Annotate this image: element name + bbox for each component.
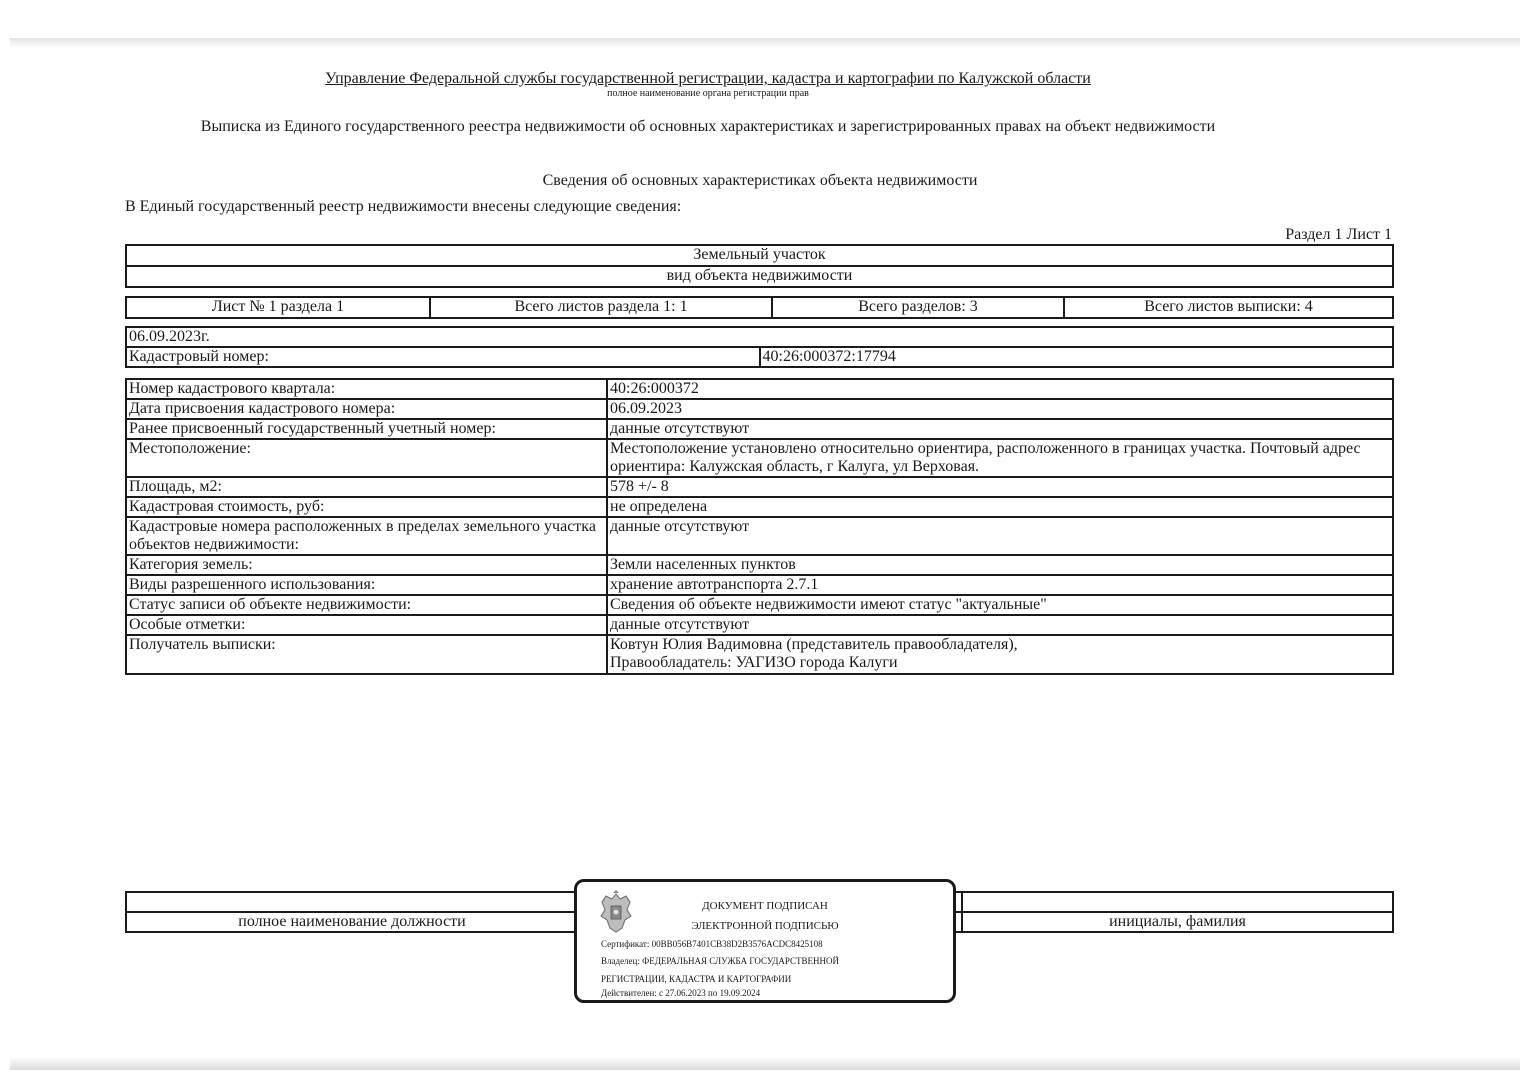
scan-shadow-top xyxy=(10,38,1520,48)
sheet-number: Лист № 1 раздела 1 xyxy=(126,297,430,318)
section-title: Сведения об основных характеристиках объекта недвижимости xyxy=(542,172,978,189)
table-row xyxy=(126,419,1393,439)
cadastral-number-label: Кадастровый номер: xyxy=(126,347,760,367)
row-value: данные отсутствуют xyxy=(607,419,1393,439)
object-type: Земельный участок xyxy=(126,245,1393,266)
row-label: Особые отметки: xyxy=(126,615,607,635)
table-row xyxy=(126,555,1393,575)
table-row xyxy=(126,635,1393,674)
table-row xyxy=(126,379,1393,399)
position-caption: полное наименование должности xyxy=(126,912,578,932)
row-label: Ранее присвоенный государственный учетный номер: xyxy=(126,419,607,439)
row-value: 578 +/- 8 xyxy=(607,477,1393,497)
total-sections: Всего разделов: 3 xyxy=(772,297,1064,318)
position-blank xyxy=(126,892,578,912)
table-row xyxy=(126,477,1393,497)
row-label: Виды разрешенного использования: xyxy=(126,575,607,595)
organ-name: Управление Федеральной службы государственной регистрации, кадастра и картографии по Калужской области xyxy=(325,70,1091,87)
row-label: Статус записи об объекте недвижимости: xyxy=(126,595,607,615)
sheet-reference: Раздел 1 Лист 1 xyxy=(1285,226,1392,243)
table-row xyxy=(126,399,1393,419)
organ-caption: полное наименование органа регистрации прав xyxy=(607,88,809,99)
object-type-caption: вид объекта недвижимости xyxy=(126,266,1393,287)
row-label: Категория земель: xyxy=(126,555,607,575)
table-row xyxy=(126,497,1393,517)
row-value: данные отсутствуют xyxy=(607,517,1393,555)
row-label: Номер кадастрового квартала: xyxy=(126,379,607,399)
issue-date: 06.09.2023г. xyxy=(126,327,1393,347)
electronic-signature-stamp xyxy=(574,879,956,1003)
total-section-sheets: Всего листов раздела 1: 1 xyxy=(430,297,772,318)
right-holder-line: Правообладатель: УАГИЗО города Калуги xyxy=(610,654,898,671)
date-cadastral-table xyxy=(125,326,1394,368)
stamp-owner-line1: Владелец: ФЕДЕРАЛЬНАЯ СЛУЖБА ГОСУДАРСТВЕННОЙ xyxy=(601,956,840,966)
row-value: не определена xyxy=(607,497,1393,517)
row-value: 40:26:000372 xyxy=(607,379,1393,399)
table-row xyxy=(126,439,1393,477)
row-value: Местоположение установлено относительно ориентира, расположенного в границах участка. Почтовый адрес ориентира: Калужская область, г Калуга, ул Верховая. xyxy=(607,439,1393,477)
row-label: Кадастровые номера расположенных в пределах земельного участка объектов недвижимости: xyxy=(126,517,607,555)
row-label: Площадь, м2: xyxy=(126,477,607,497)
stamp-validity: Действителен: с 27.06.2023 по 19.09.2024 xyxy=(601,988,761,998)
stamp-line-signed: ДОКУМЕНТ ПОДПИСАН xyxy=(702,900,828,912)
row-label: Кадастровая стоимость, руб: xyxy=(126,497,607,517)
row-label: Получатель выписки: xyxy=(126,635,607,674)
table-row xyxy=(126,615,1393,635)
name-blank xyxy=(962,892,1393,912)
recipient-line: Ковтун Юлия Вадимовна (представитель правообладателя), xyxy=(610,636,1018,653)
row-label: Дата присвоения кадастрового номера: xyxy=(126,399,607,419)
document-title: Выписка из Единого государственного реестра недвижимости об основных характеристиках и зарегистрированных правах на объект недвижимости xyxy=(200,118,1216,135)
table-row xyxy=(126,517,1393,555)
table-row xyxy=(126,595,1393,615)
cadastral-number-value: 40:26:000372:17794 xyxy=(760,347,1394,367)
object-type-table xyxy=(125,244,1394,288)
table-row xyxy=(126,575,1393,595)
row-label: Местоположение: xyxy=(126,439,607,477)
scan-shadow-bottom xyxy=(10,1056,1520,1070)
row-value: данные отсутствуют xyxy=(607,615,1393,635)
row-value: хранение автотранспорта 2.7.1 xyxy=(607,575,1393,595)
row-value: Земли населенных пунктов xyxy=(607,555,1393,575)
intro-text: В Единый государственный реестр недвижимости внесены следующие сведения: xyxy=(125,198,682,215)
row-value: 06.09.2023 xyxy=(607,399,1393,419)
stamp-certificate: Сертификат: 00BB056B7401CB38D2B3576ACDC8425108 xyxy=(601,939,823,949)
total-sheets: Всего листов выписки: 4 xyxy=(1064,297,1393,318)
stamp-line-electronic: ЭЛЕКТРОННОЙ ПОДПИСЬЮ xyxy=(691,920,839,932)
characteristics-table xyxy=(125,378,1394,675)
name-caption: инициалы, фамилия xyxy=(962,912,1393,932)
row-value: Сведения об объекте недвижимости имеют статус "актуальные" xyxy=(607,595,1393,615)
stamp-owner-line2: РЕГИСТРАЦИИ, КАДАСТРА И КАРТОГРАФИИ xyxy=(601,974,792,984)
sheets-table xyxy=(125,296,1394,319)
recipient-value xyxy=(607,635,1393,674)
